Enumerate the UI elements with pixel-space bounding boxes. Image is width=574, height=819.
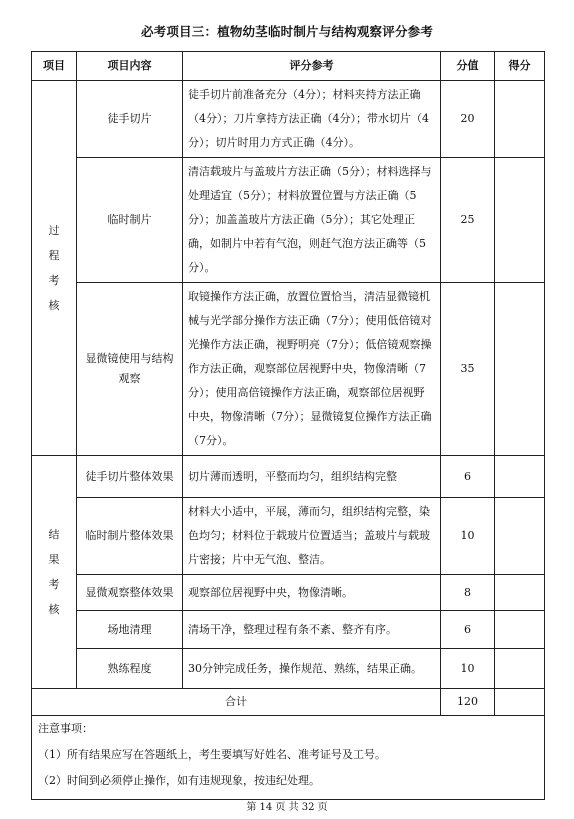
criteria-cell: 观察部位居视野中央，物像清晰。 xyxy=(183,575,441,611)
header-category: 项目 xyxy=(32,52,77,81)
item-cell: 临时制片 xyxy=(77,158,183,283)
category-process-label: 过程考核 xyxy=(48,224,60,312)
page-title: 必考项目三：植物幼茎临时制片与结构观察评分参考 xyxy=(140,24,434,39)
category-process xyxy=(32,81,77,456)
criteria-cell: 清场干净，整理过程有条不紊、整齐有序。 xyxy=(183,611,441,649)
table-header-row xyxy=(32,52,545,81)
header-score: 得分 xyxy=(495,52,545,81)
criteria-cell: 30分钟完成任务，操作规范、熟练，结果正确。 xyxy=(183,649,441,689)
table-row xyxy=(32,575,545,611)
category-result xyxy=(32,456,77,689)
item-cell: 熟练程度 xyxy=(77,649,183,689)
criteria-cell: 切片薄而透明，平整而均匀，组织结构完整 xyxy=(183,456,441,498)
notes-cell xyxy=(32,716,545,800)
points-cell: 6 xyxy=(441,611,495,649)
score-cell xyxy=(495,649,545,689)
total-row xyxy=(32,689,545,716)
table-row xyxy=(32,158,545,283)
points-cell: 10 xyxy=(441,498,495,575)
total-points: 120 xyxy=(441,689,495,716)
note-item: （1）所有结果应写在答题纸上，考生要填写好姓名、准考证号及工号。 xyxy=(38,748,386,761)
points-cell: 8 xyxy=(441,575,495,611)
table-row xyxy=(32,81,545,158)
note-item: （2）时间到必须停止操作，如有违规现象，按违纪处理。 xyxy=(38,774,320,787)
notes-heading: 注意事项： xyxy=(38,722,93,735)
notes-row xyxy=(32,716,545,800)
score-cell xyxy=(495,456,545,498)
criteria-cell: 徒手切片前准备充分（4分）；材料夹持方法正确（4分）；刀片拿持方法正确（4分）；带水切片（4分）；切片时用力方式正确（4分）。 xyxy=(183,81,441,158)
table-row xyxy=(32,498,545,575)
item-cell: 场地清理 xyxy=(77,611,183,649)
scoring-table xyxy=(31,51,545,800)
item-cell: 显微观察整体效果 xyxy=(77,575,183,611)
score-cell xyxy=(495,283,545,456)
header-item: 项目内容 xyxy=(77,52,183,81)
header-criteria: 评分参考 xyxy=(183,52,441,81)
item-cell: 徒手切片整体效果 xyxy=(77,456,183,498)
score-cell xyxy=(495,575,545,611)
page-footer: 第 14 页 共 32 页 xyxy=(246,802,328,813)
criteria-cell: 取镜操作方法正确，放置位置恰当，清洁显微镜机械与光学部分操作方法正确（7分）；使用低倍镜对光操作方法正确，视野明亮（7分）；低倍镜观察操作方法正确，观察部位居视野中央，物像清晰（7分）；使用高倍镜操作方法正确，观察部位居视野中央，物像清晰（7分）；显微镜复位操作方法正确（7分）。 xyxy=(183,283,441,456)
category-result-label: 结果考核 xyxy=(48,528,60,616)
table-row xyxy=(32,611,545,649)
score-cell xyxy=(495,611,545,649)
table-row xyxy=(32,456,545,498)
points-cell: 10 xyxy=(441,649,495,689)
item-cell: 徒手切片 xyxy=(77,81,183,158)
total-label: 合计 xyxy=(32,689,441,716)
score-cell xyxy=(495,498,545,575)
header-points: 分值 xyxy=(441,52,495,81)
points-cell: 25 xyxy=(441,158,495,283)
criteria-cell: 材料大小适中，平展，薄而匀，组织结构完整，染色均匀；材料位于载玻片位置适当；盖玻片与载玻片密接；片中无气泡、整洁。 xyxy=(183,498,441,575)
item-cell: 显微镜使用与结构观察 xyxy=(77,283,183,456)
table-row xyxy=(32,649,545,689)
score-cell xyxy=(495,81,545,158)
item-cell: 临时制片整体效果 xyxy=(77,498,183,575)
points-cell: 20 xyxy=(441,81,495,158)
table-row xyxy=(32,283,545,456)
points-cell: 6 xyxy=(441,456,495,498)
points-cell: 35 xyxy=(441,283,495,456)
total-score xyxy=(495,689,545,716)
score-cell xyxy=(495,158,545,283)
criteria-cell: 清洁载玻片与盖玻片方法正确（5分）；材料选择与处理适宜（5分）；材料放置位置与方法正确（5分）；加盖盖玻片方法正确（5分）；其它处理正确，如制片中若有气泡，则赶气泡方法正确等（5分）。 xyxy=(183,158,441,283)
